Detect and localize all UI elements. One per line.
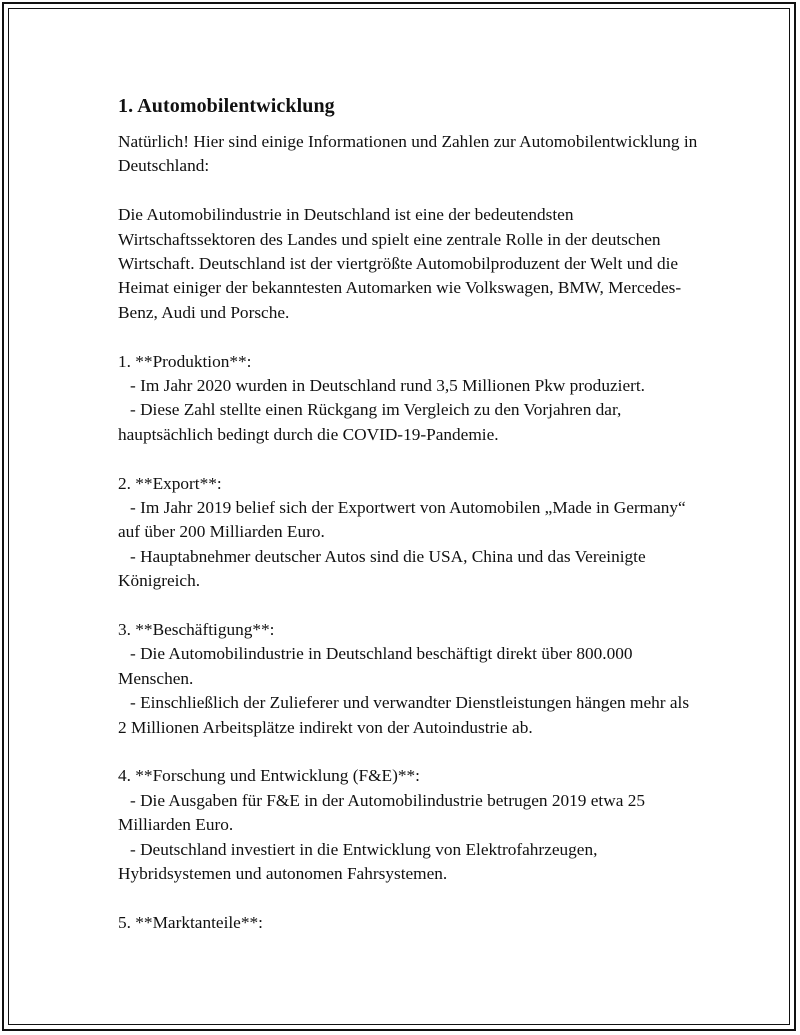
document-heading: 1. Automobilentwicklung xyxy=(118,95,335,117)
intro-paragraph: Natürlich! Hier sind einige Informationen und Zahlen zur Automobilentwicklung in Deutschland: xyxy=(118,132,698,176)
list-item: - Einschließlich der Zulieferer und verwandter Dienstleistungen hängen mehr als 2 Millionen Arbeitsplätze indirekt von der Autoindustrie ab. xyxy=(118,693,690,737)
list-item: - Die Ausgaben für F&E in der Automobilindustrie betrugen 2019 etwa 25 Milliarden Euro. xyxy=(118,790,645,835)
list-item: - Im Jahr 2020 wurden in Deutschland rund 3,5 Millionen Pkw produziert. xyxy=(130,376,645,396)
section-marktanteile xyxy=(118,911,698,935)
section-produktion xyxy=(118,350,698,448)
section-title: 5. **Marktanteile**: xyxy=(118,912,263,932)
section-beschaeftigung xyxy=(118,618,698,740)
section-title: 4. **Forschung und Entwicklung (F&E)**: xyxy=(118,766,420,786)
overview-paragraph: Die Automobilindustrie in Deutschland ist eine der bedeutendsten Wirtschaftssektoren des Landes und spielt eine zentrale Rolle in der deutschen Wirtschaft. Deutschland ist der viertgrößte Automobilproduzent der Welt und die Heimat einiger der bekanntesten Automarken wie Volkswagen, BMW, Mercedes-Benz, Audi und Porsche. xyxy=(118,205,682,322)
section-export xyxy=(118,472,698,594)
list-item: - Deutschland investiert in die Entwicklung von Elektrofahrzeugen, Hybridsystemen und autonomen Fahrsystemen. xyxy=(118,839,598,884)
list-item: - Im Jahr 2019 belief sich der Exportwert von Automobilen „Made in Germany“ auf über 200 Milliarden Euro. xyxy=(118,498,686,542)
section-title: 3. **Beschäftigung**: xyxy=(118,620,275,640)
list-item: - Diese Zahl stellte einen Rückgang im Vergleich zu den Vorjahren dar, hauptsächlich bedingt durch die COVID-19-Pandemie. xyxy=(118,400,622,444)
document-body xyxy=(118,92,698,960)
section-title: 2. **Export**: xyxy=(118,473,222,493)
list-item: - Hauptabnehmer deutscher Autos sind die USA, China und das Vereinigte Königreich. xyxy=(118,546,646,591)
section-forschung xyxy=(118,764,698,886)
section-title: 1. **Produktion**: xyxy=(118,351,252,371)
list-item: - Die Automobilindustrie in Deutschland beschäftigt direkt über 800.000 Menschen. xyxy=(118,644,633,688)
